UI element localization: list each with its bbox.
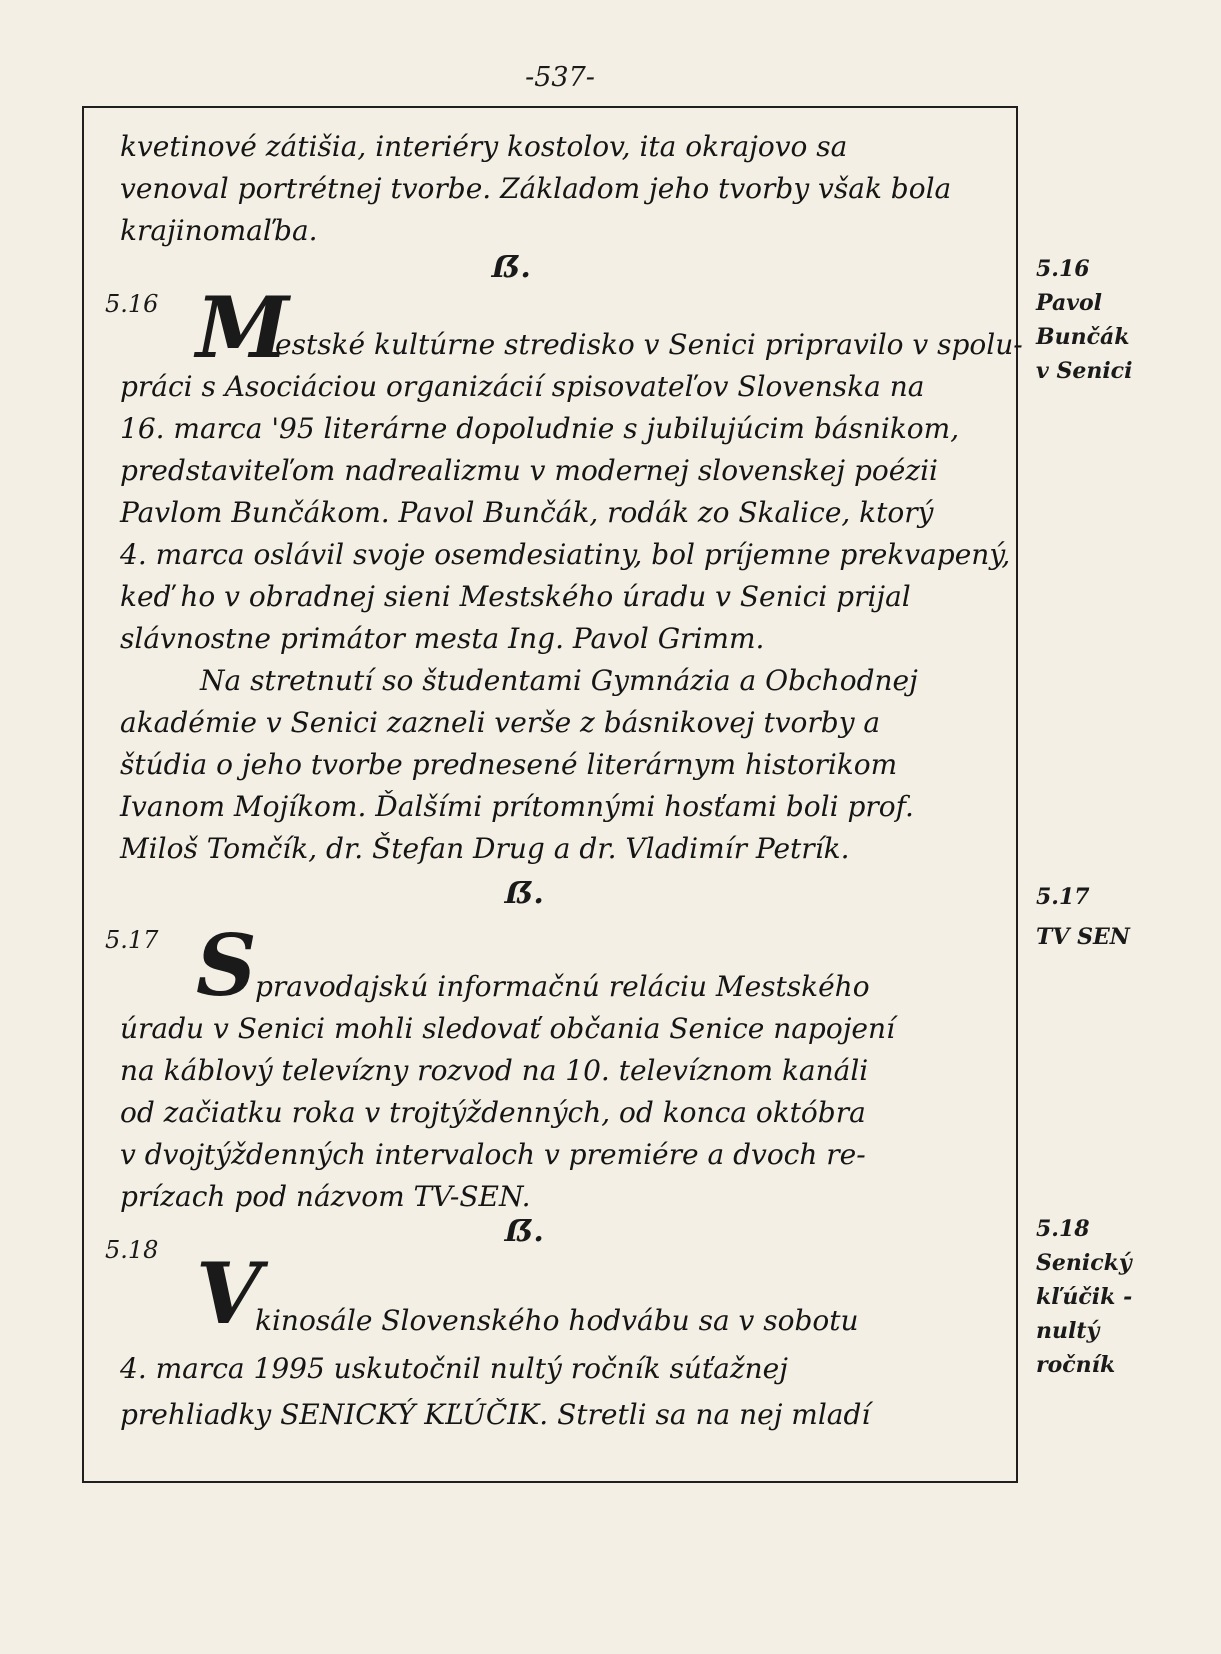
s17-line-6: prízach pod názvom TV-SEN. xyxy=(120,1180,531,1213)
margin-note-5-16-l2: Pavol xyxy=(1036,290,1103,316)
margin-note-5-17-l2: TV SEN xyxy=(1036,924,1130,950)
s18-line-1: kinosále Slovenského hodvábu sa v sobotu xyxy=(255,1304,859,1337)
s17-line-1: pravodajskú informačnú reláciu Mestského xyxy=(255,970,870,1003)
s17-line-4: od začiatku roka v trojtýždenných, od konca októbra xyxy=(120,1096,866,1129)
s16-line-1: estské kultúrne stredisko v Senici pripravilo v spolu- xyxy=(275,328,1023,361)
s16-line-2: práci s Asociáciou organizácií spisovateľov Slovenska na xyxy=(120,370,925,403)
intro-line-2: venoval portrétnej tvorbe. Základom jeho tvorby však bola xyxy=(120,172,952,205)
margin-note-5-18-num: 5.18 xyxy=(1036,1216,1090,1242)
s17-line-2: úradu v Senici mohli sledovať občania Senice napojení xyxy=(120,1012,895,1045)
margin-note-5-16-l4: v Senici xyxy=(1036,358,1133,384)
s16-line-4: predstaviteľom nadrealizmu v modernej slovenskej poézii xyxy=(120,454,938,487)
drop-initial-v: V xyxy=(196,1244,262,1343)
margin-note-5-18-l2: Senický xyxy=(1036,1250,1132,1276)
margin-note-5-16-num: 5.16 xyxy=(1036,256,1090,282)
s16-line-6: 4. marca oslávil svoje osemdesiatiny, bol príjemne prekvapený, xyxy=(120,538,1011,571)
s16-line-8: slávnostne primátor mesta Ing. Pavol Grimm. xyxy=(120,622,765,655)
separator-1: ẞ. xyxy=(492,250,531,285)
separator-2: ẞ. xyxy=(505,876,544,911)
margin-note-5-16-l3: Bunčák xyxy=(1036,324,1130,350)
s16-line-10: akadémie v Senici zazneli verše z básnikovej tvorby a xyxy=(120,706,881,739)
s16-line-12: Ivanom Mojíkom. Ďalšími prítomnými hosťami boli prof. xyxy=(120,790,914,823)
section-number-5-18: 5.18 xyxy=(105,1236,159,1264)
intro-line-1: kvetinové zátišia, interiéry kostolov, ita okrajovo sa xyxy=(120,130,848,163)
s17-line-5: v dvojtýždenných intervaloch v premiére a dvoch re- xyxy=(120,1138,866,1171)
s18-line-2: 4. marca 1995 uskutočnil nultý ročník súťažnej xyxy=(120,1352,788,1385)
s17-line-3: na káblový televízny rozvod na 10. televíznom kanáli xyxy=(120,1054,869,1087)
intro-line-3: krajinomaľba. xyxy=(120,214,318,247)
margin-note-5-18-l4: nultý xyxy=(1036,1318,1100,1344)
page-number: -537- xyxy=(525,62,595,93)
separator-3: ẞ. xyxy=(505,1214,544,1249)
section-number-5-17: 5.17 xyxy=(105,926,159,954)
s18-line-3: prehliadky SENICKÝ KĽÚČIK. Stretli sa na nej mladí xyxy=(120,1398,871,1431)
s16-line-11: štúdia o jeho tvorbe prednesené literárnym historikom xyxy=(120,748,898,781)
margin-note-5-18-l3: kľúčik - xyxy=(1036,1284,1133,1310)
s16-line-9: Na stretnutí so študentami Gymnázia a Obchodnej xyxy=(200,664,918,697)
s16-line-7: keď ho v obradnej sieni Mestského úradu v Senici prijal xyxy=(120,580,911,613)
drop-initial-m: M xyxy=(196,278,289,377)
s16-line-3: 16. marca '95 literárne dopoludnie s jubilujúcim básnikom, xyxy=(120,412,960,445)
margin-note-5-17-num: 5.17 xyxy=(1036,884,1090,910)
s16-line-13: Miloš Tomčík, dr. Štefan Drug a dr. Vladimír Petrík. xyxy=(120,832,850,865)
section-number-5-16: 5.16 xyxy=(105,290,159,318)
margin-note-5-18-l5: ročník xyxy=(1036,1352,1116,1378)
s16-line-5: Pavlom Bunčákom. Pavol Bunčák, rodák zo Skalice, ktorý xyxy=(120,496,934,529)
drop-initial-s: S xyxy=(196,916,257,1015)
